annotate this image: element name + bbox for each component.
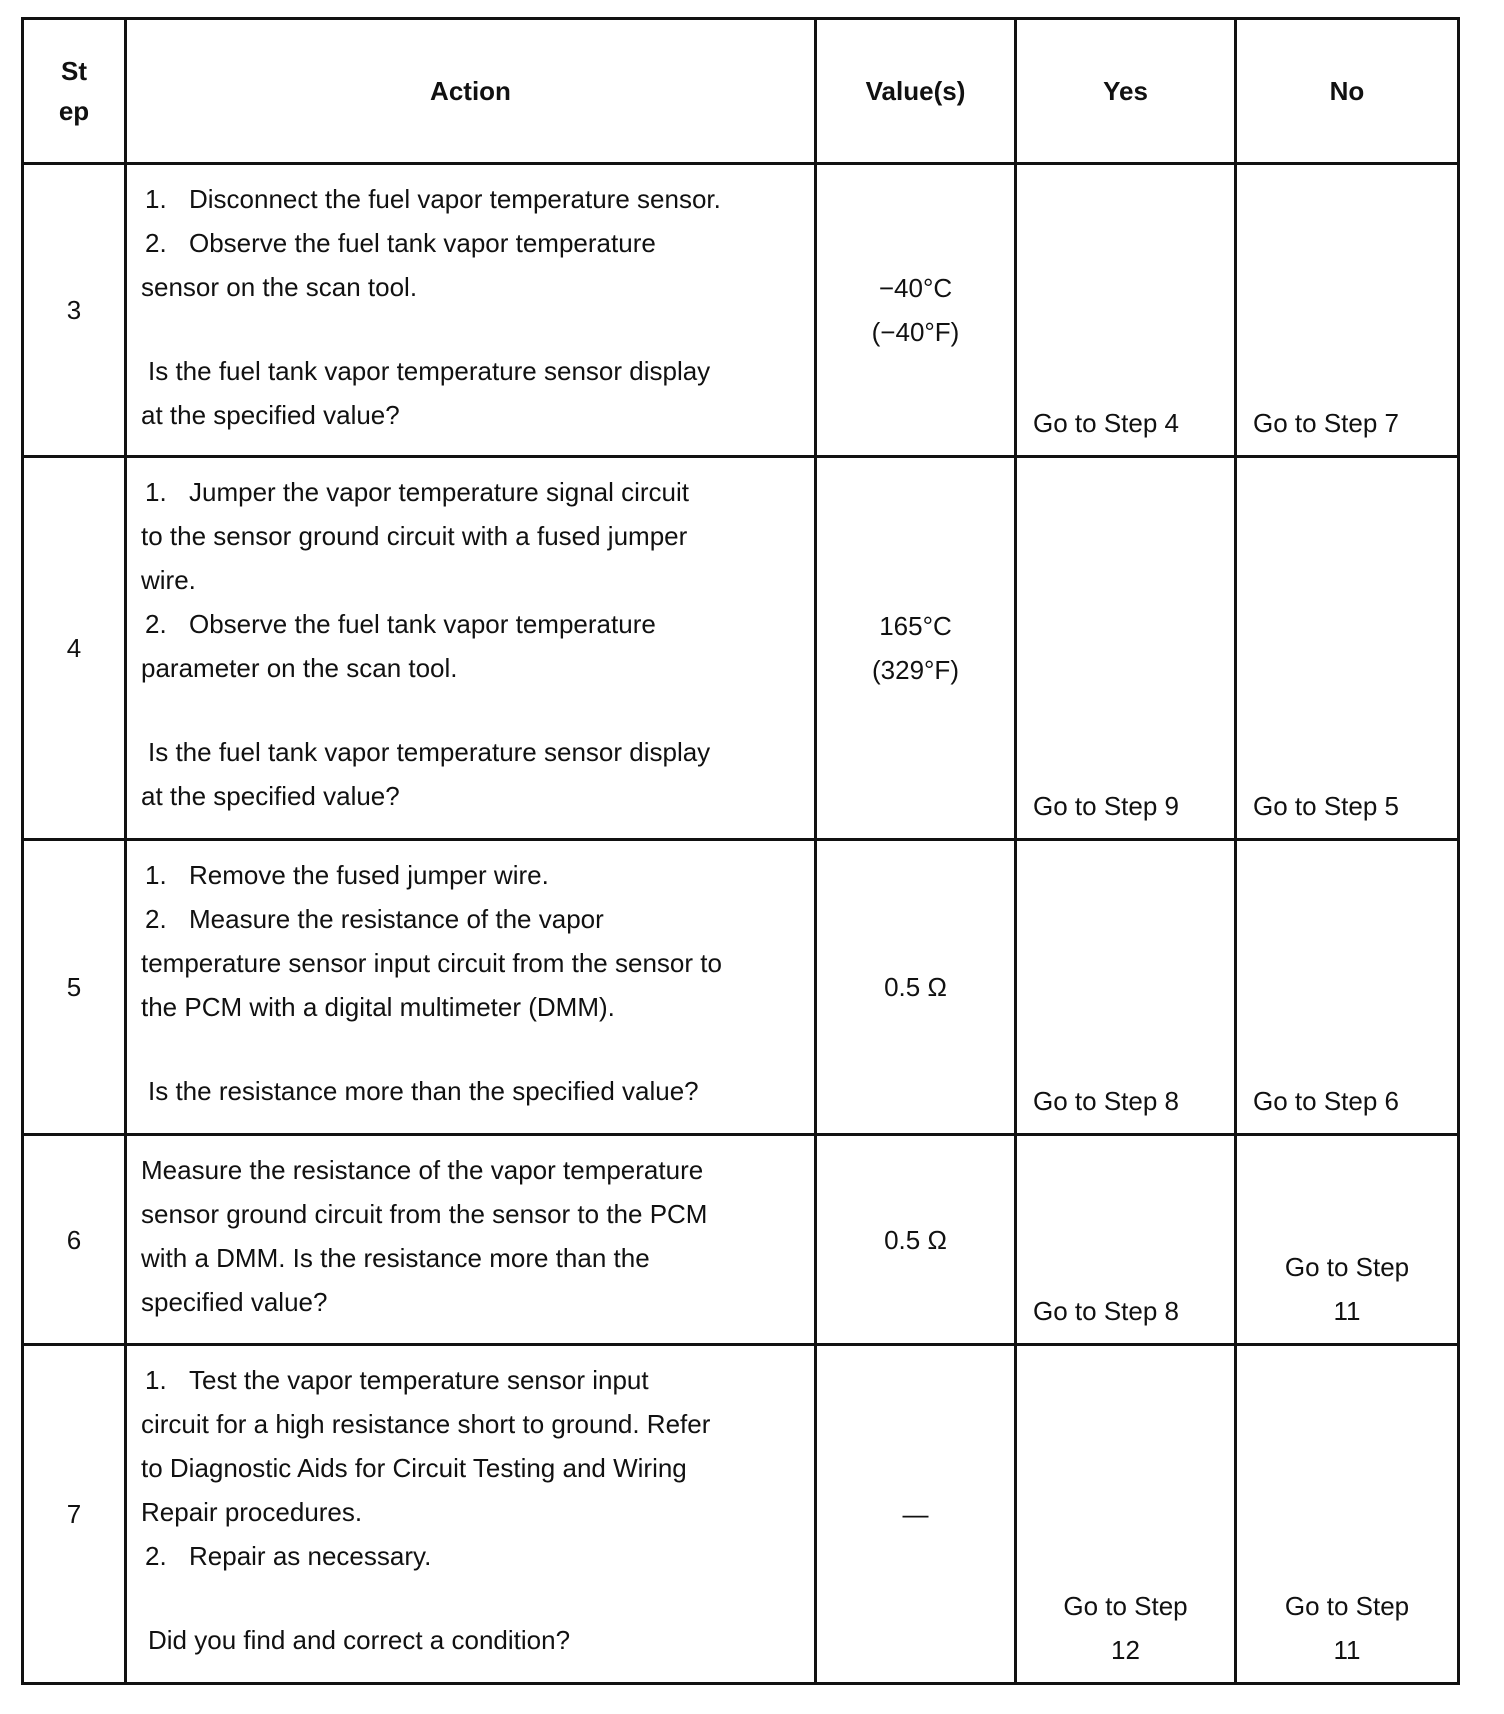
action-item (141, 1534, 800, 1578)
action-question: Is the fuel tank vapor temperature sensor display (148, 737, 711, 767)
item-number: 1. (145, 860, 167, 890)
item-number: 1. (145, 184, 167, 214)
action-question: Did you find and correct a condition? (148, 1625, 571, 1655)
yes-cell: Go to Step 4 (1016, 164, 1236, 457)
action-text: Disconnect the fuel vapor temperature sensor. (189, 184, 721, 214)
action-text: parameter on the scan tool. (141, 653, 458, 683)
spacer (141, 1029, 800, 1069)
item-number: 2. (145, 1541, 167, 1571)
action-question: at the specified value? (141, 400, 400, 430)
yes-cell (1016, 1345, 1236, 1684)
item-number: 2. (145, 228, 167, 258)
value-text: (329°F) (872, 655, 959, 685)
step-number: 4 (23, 457, 126, 840)
item-number: 2. (145, 904, 167, 934)
action-text: Measure the resistance of the vapor (189, 904, 604, 934)
spacer (141, 690, 800, 730)
item-number: 2. (145, 609, 167, 639)
action-text: Repair as necessary. (189, 1541, 432, 1571)
step-number: 6 (23, 1135, 126, 1345)
value-cell: — (816, 1345, 1016, 1684)
step-number: 7 (23, 1345, 126, 1684)
step-number: 5 (23, 840, 126, 1135)
action-question: at the specified value? (141, 781, 400, 811)
spacer (141, 1578, 800, 1618)
action-cell (126, 1135, 816, 1345)
no-cell (1236, 1345, 1459, 1684)
value-cell: 0.5 Ω (816, 840, 1016, 1135)
no-cell: Go to Step 6 (1236, 840, 1459, 1135)
action-item (141, 221, 800, 265)
header-action: Action (126, 19, 816, 164)
action-item (141, 470, 800, 514)
action-text: Remove the fused jumper wire. (189, 860, 549, 890)
yes-text: 12 (1111, 1635, 1140, 1665)
action-text: temperature sensor input circuit from the sensor to (141, 948, 722, 978)
value-text: (−40°F) (871, 317, 960, 347)
no-cell: Go to Step 7 (1236, 164, 1459, 457)
action-cell (126, 840, 816, 1135)
action-text: circuit for a high resistance short to ground. Refer (141, 1409, 711, 1439)
action-text: Observe the fuel tank vapor temperature (189, 609, 656, 639)
action-item (141, 602, 800, 646)
action-text: the PCM with a digital multimeter (DMM). (141, 992, 615, 1022)
action-text: Observe the fuel tank vapor temperature (189, 228, 656, 258)
table-row-step-7 (23, 1345, 1459, 1684)
item-number: 1. (145, 1365, 167, 1395)
no-cell: Go to Step 5 (1236, 457, 1459, 840)
action-text: to Diagnostic Aids for Circuit Testing and Wiring (141, 1453, 687, 1483)
value-cell (816, 164, 1016, 457)
yes-cell: Go to Step 8 (1016, 1135, 1236, 1345)
action-cell (126, 1345, 816, 1684)
spacer (141, 309, 800, 349)
action-item (141, 897, 800, 941)
table-row-step-4 (23, 457, 1459, 840)
action-cell (126, 457, 816, 840)
table-row-step-5 (23, 840, 1459, 1135)
no-text: Go to Step (1284, 1252, 1410, 1282)
yes-text: Go to Step (1063, 1591, 1188, 1621)
action-question: Is the resistance more than the specified value? (148, 1076, 699, 1106)
table-row-step-6 (23, 1135, 1459, 1345)
header-values: Value(s) (816, 19, 1016, 164)
action-item (141, 853, 800, 897)
action-item (141, 177, 800, 221)
action-text: with a DMM. Is the resistance more than the (141, 1243, 650, 1273)
no-text: 11 (1333, 1635, 1361, 1665)
action-question: Is the fuel tank vapor temperature sensor display (148, 356, 711, 386)
action-item (141, 1358, 800, 1402)
action-cell (126, 164, 816, 457)
value-text: −40°C (878, 273, 953, 303)
no-cell (1236, 1135, 1459, 1345)
action-text: Repair procedures. (141, 1497, 363, 1527)
action-text: Measure the resistance of the vapor temperature (141, 1155, 704, 1185)
no-text: 11 (1333, 1296, 1361, 1326)
header-no: No (1236, 19, 1459, 164)
action-text: to the sensor ground circuit with a fused jumper (141, 521, 688, 551)
action-text: specified value? (141, 1287, 328, 1317)
header-step-label: St ep (58, 56, 90, 126)
value-text: 165°C (879, 611, 952, 641)
value-cell: 0.5 Ω (816, 1135, 1016, 1345)
step-number: 3 (23, 164, 126, 457)
action-text: sensor on the scan tool. (141, 272, 418, 302)
action-text: sensor ground circuit from the sensor to the PCM (141, 1199, 708, 1229)
action-text: Jumper the vapor temperature signal circuit (189, 477, 690, 507)
value-cell (816, 457, 1016, 840)
yes-cell: Go to Step 9 (1016, 457, 1236, 840)
header-row (23, 19, 1459, 164)
item-number: 1. (145, 477, 167, 507)
action-text: Test the vapor temperature sensor input (189, 1365, 649, 1395)
action-text: wire. (141, 565, 196, 595)
no-text: Go to Step (1284, 1591, 1410, 1621)
diagnostic-table (21, 17, 1460, 1685)
table-row-step-3 (23, 164, 1459, 457)
yes-cell: Go to Step 8 (1016, 840, 1236, 1135)
header-yes: Yes (1016, 19, 1236, 164)
header-step (23, 19, 126, 164)
